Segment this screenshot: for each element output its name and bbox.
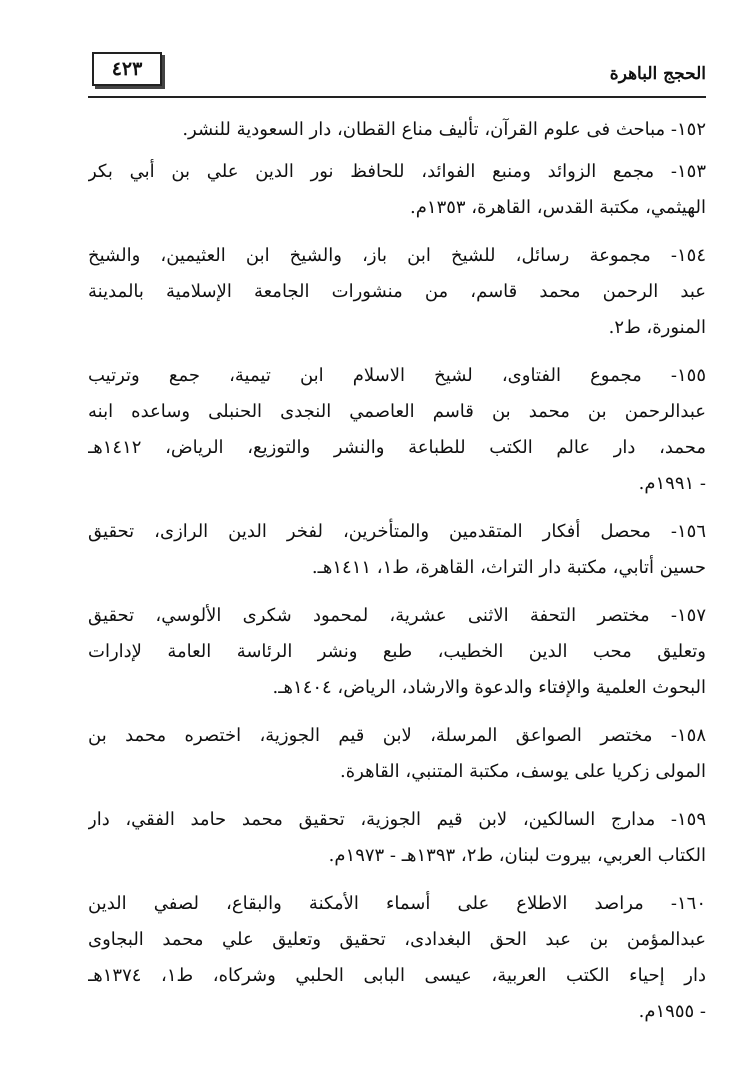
entry-line: ١٥٦- محصل أفكار المتقدمين والمتأخرين، لفخر الدين الرازى، تحقيق xyxy=(88,521,706,542)
entry-line: حسين أتابي، مكتبة دار التراث، القاهرة، ط١، ١٤١١هـ. xyxy=(311,557,706,578)
entry-line: - ١٩٩١م. xyxy=(638,473,706,494)
entry-line: البحوث العلمية والإفتاء والدعوة والارشاد، الرياض، ١٤٠٤هـ. xyxy=(272,677,706,698)
entry-line: عبدالمؤمن بن عبد الحق البغدادى، تحقيق وتعليق علي محمد البجاوى xyxy=(88,929,706,950)
entry-line: عبد الرحمن محمد قاسم، من منشورات الجامعة الإسلامية بالمدينة xyxy=(88,281,706,302)
entry-line: المنورة، ط٢. xyxy=(608,317,706,338)
entry-line: ١٥٨- مختصر الصواعق المرسلة، لابن قيم الجوزية، اختصره محمد بن xyxy=(88,725,706,746)
header-divider xyxy=(88,96,706,98)
entry-line: محمد، دار عالم الكتب للطباعة والنشر والتوزيع، الرياض، ١٤١٢هـ xyxy=(88,437,706,458)
entry-line: ١٥٩- مدارج السالكين، لابن قيم الجوزية، تحقيق محمد حامد الفقي، دار xyxy=(88,809,706,830)
bibliography-entry xyxy=(88,718,706,790)
entry-line: الهيثمي، مكتبة القدس، القاهرة، ١٣٥٣م. xyxy=(410,197,706,218)
entry-line: ١٥٣- مجمع الزوائد ومنبع الفوائد، للحافظ نور الدين علي بن أبي بكر xyxy=(88,161,706,182)
bibliography-entry xyxy=(88,514,706,586)
bibliography-entry xyxy=(88,598,706,706)
bibliography-list xyxy=(88,112,706,1042)
page-header xyxy=(88,52,706,100)
entry-line: دار إحياء الكتب العربية، عيسى البابى الحلبي وشركاه، ط١، ١٣٧٤هـ xyxy=(88,965,706,986)
bibliography-entry xyxy=(88,154,706,226)
bibliography-entry xyxy=(88,802,706,874)
entry-line: عبدالرحمن بن محمد بن قاسم العاصمي النجدى الحنبلى وساعده ابنه xyxy=(88,401,706,422)
entry-line: ١٥٥- مجموع الفتاوى، لشيخ الاسلام ابن تيمية، جمع وترتيب xyxy=(88,365,706,386)
entry-line: ١٦٠- مراصد الاطلاع على أسماء الأمكنة والبقاع، لصفي الدين xyxy=(88,893,706,914)
entry-line: ١٥٤- مجموعة رسائل، للشيخ ابن باز، والشيخ ابن العثيمين، والشيخ xyxy=(88,245,706,266)
bibliography-entry xyxy=(88,112,706,148)
bibliography-entry xyxy=(88,238,706,346)
entry-line: - ١٩٥٥م. xyxy=(638,1001,706,1022)
entry-line: ١٥٢- مباحث فى علوم القرآن، تأليف مناع القطان، دار السعودية للنشر. xyxy=(182,119,706,140)
entry-line: وتعليق محب الدين الخطيب، طبع ونشر الرئاسة العامة لإدارات xyxy=(88,641,706,662)
entry-line: الكتاب العربي، بيروت لبنان، ط٢، ١٣٩٣هـ - ١٩٧٣م. xyxy=(328,845,706,866)
running-title: الحجج الباهرة xyxy=(609,64,706,84)
page-number: ٤٢٣ xyxy=(92,52,162,86)
bibliography-entry xyxy=(88,358,706,502)
bibliography-entry xyxy=(88,886,706,1030)
entry-line: المولى زكريا على يوسف، مكتبة المتنبي، القاهرة. xyxy=(340,761,706,782)
entry-line: ١٥٧- مختصر التحفة الاثنى عشرية، لمحمود شكرى الألوسي، تحقيق xyxy=(88,605,706,626)
